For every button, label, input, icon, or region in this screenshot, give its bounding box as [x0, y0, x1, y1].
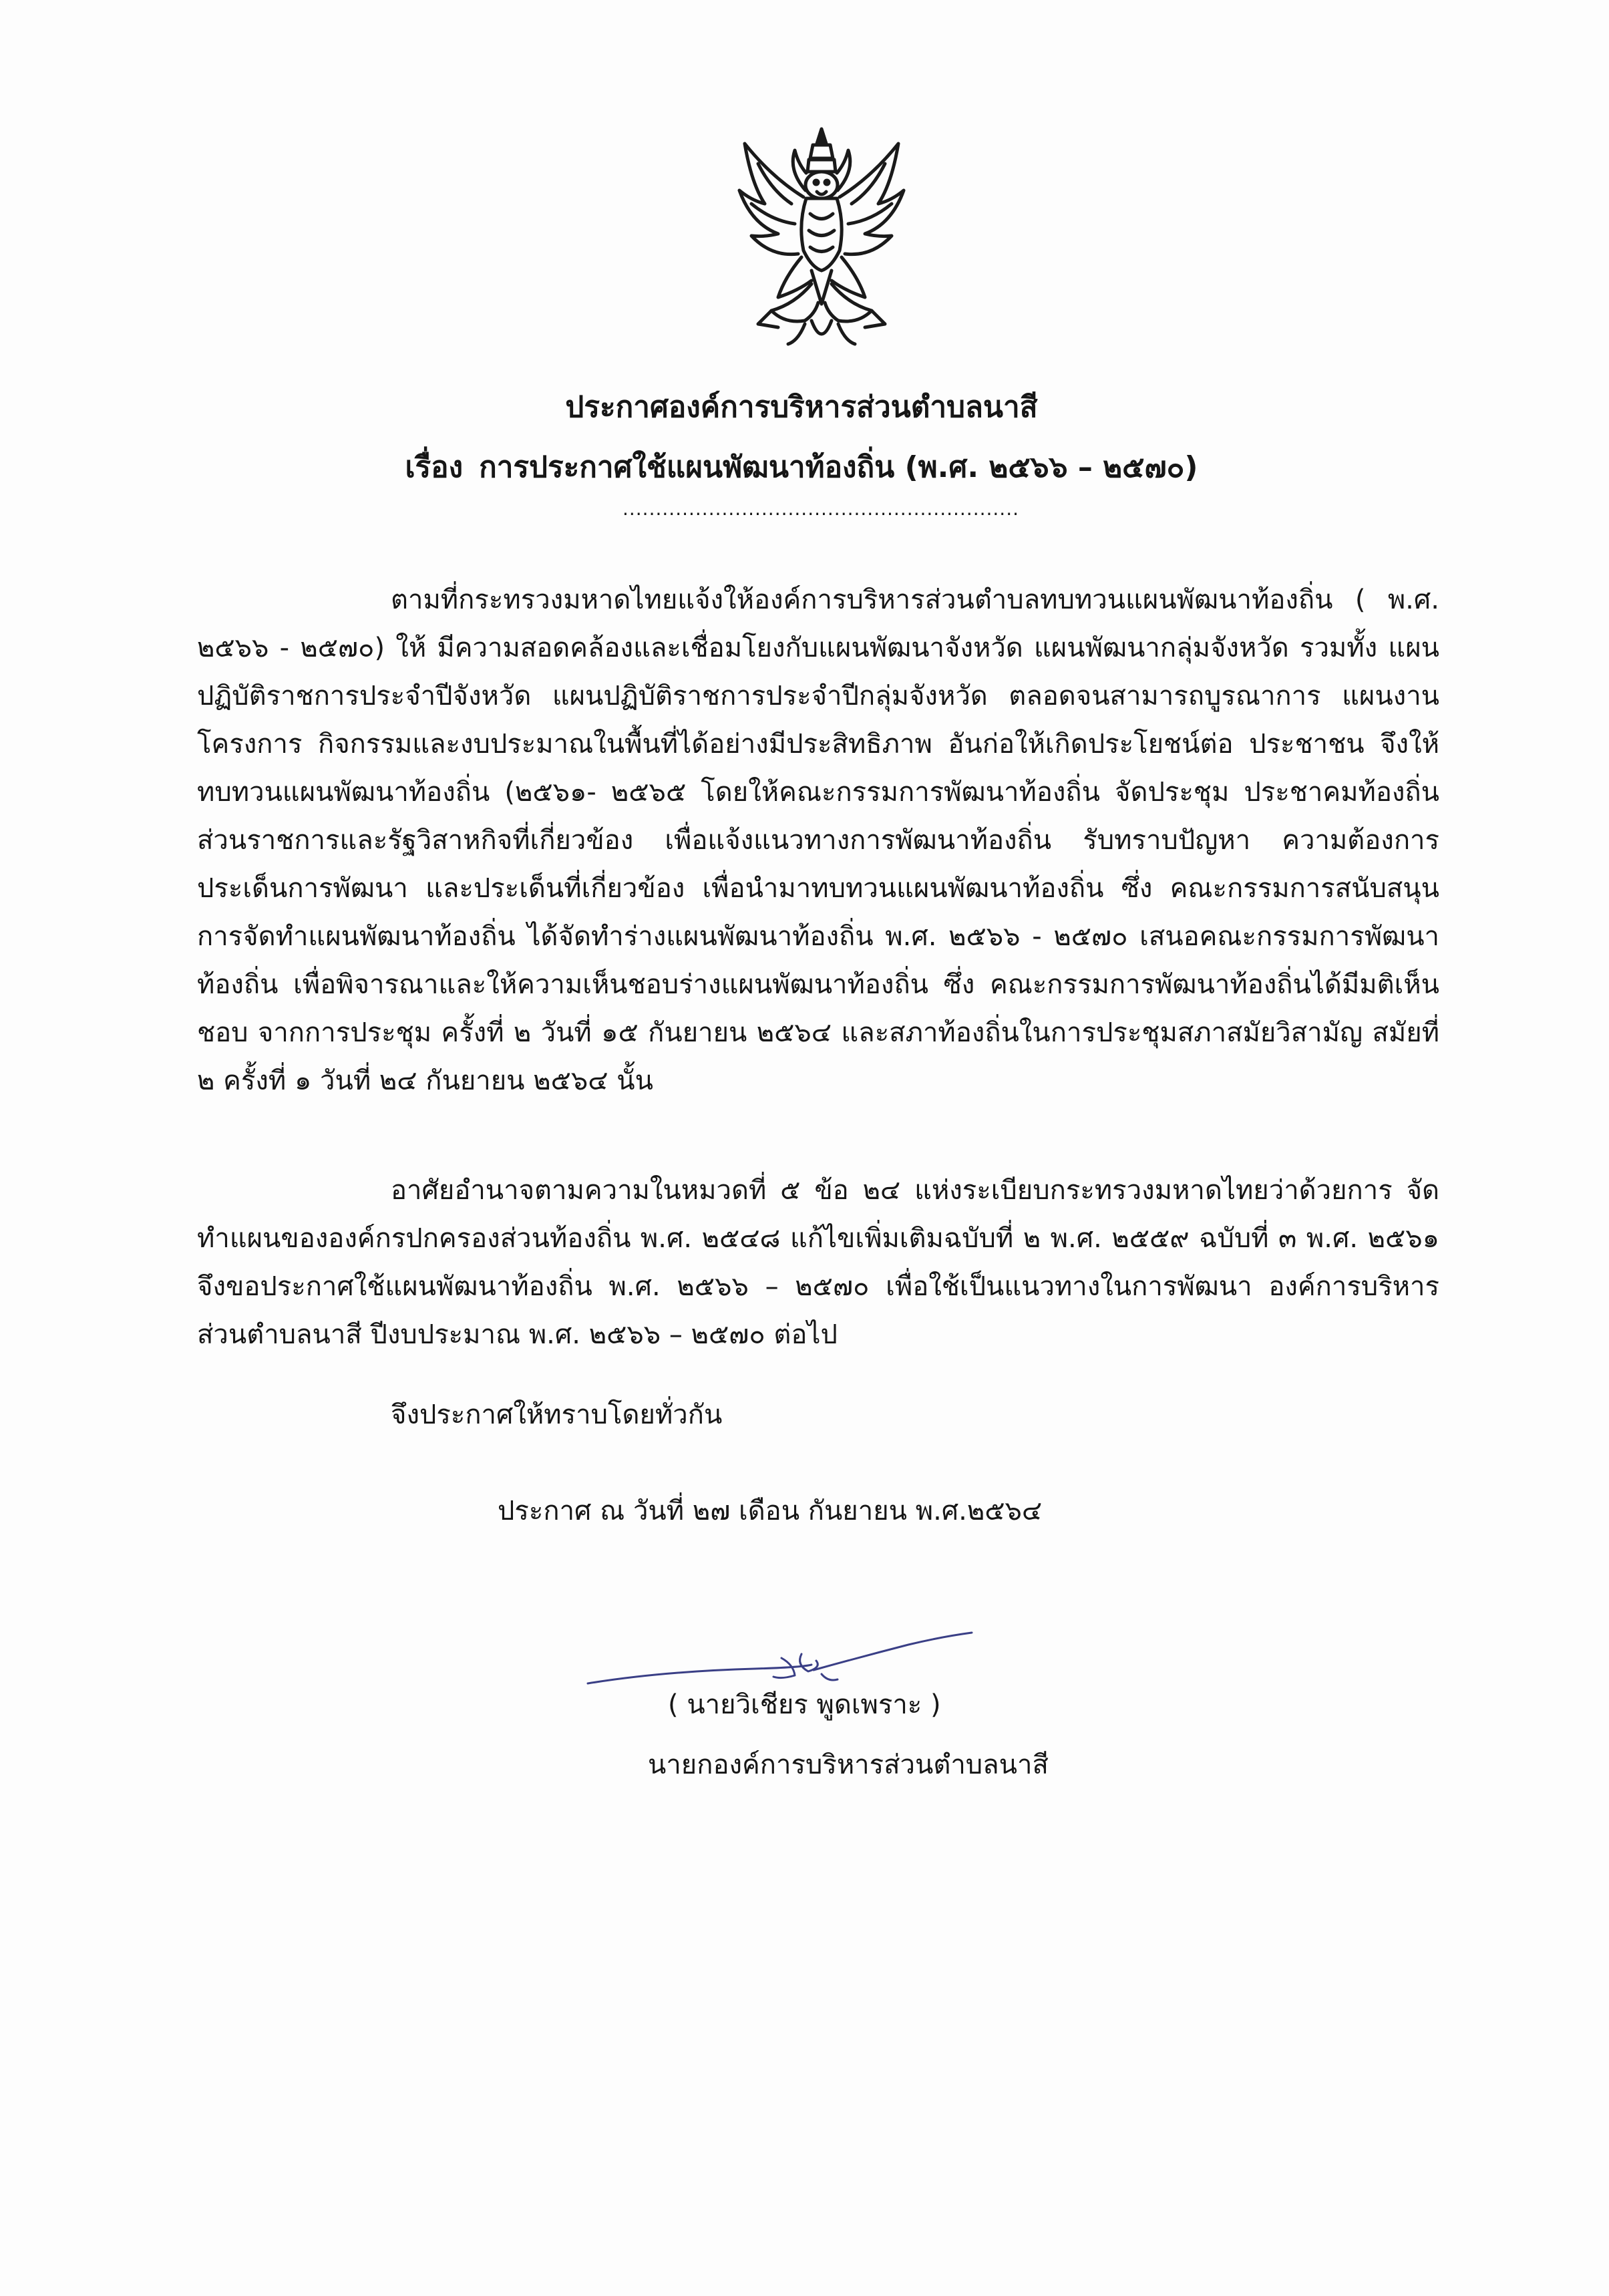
dotted-separator: ............................................................	[622, 498, 1020, 520]
signer-name: ( นายวิเชียร พูดเพราะ )	[668, 1689, 941, 1720]
subject-text: การประกาศใช้แผนพัฒนาท้องถิ่น (พ.ศ. ๒๕๖๖ – ๒๕๗๐)	[479, 450, 1198, 484]
garuda-emblem-icon	[731, 124, 912, 351]
closing-statement: จึงประกาศให้ทราบโดยทั่วกัน	[391, 1400, 723, 1430]
announcement-title: ประกาศองค์การบริหารส่วนตำบลนาสี	[565, 390, 1038, 424]
subject-label: เรื่อง	[405, 450, 464, 484]
announcement-subject	[200, 448, 1403, 488]
body-paragraph-1: ตามที่กระทรวงมหาดไทยแจ้งให้องค์การบริหารส่วนตำบลทบทวนแผนพัฒนาท้องถิ่น ( พ.ศ. ๒๕๖๖ - ๒๕๗๐) ให้ มีความสอดคล้องและเชื่อมโยงกับแผนพัฒนาจังหวัด แผนพัฒนากลุ่มจังหวัด รวมทั้ง แผนปฏิบัติราชการประจำปีจังหวัด แผนปฏิบัติราชการประจำปีกลุ่มจังหวัด ตลอดจนสามารถบูรณาการ แผนงาน โครงการ กิจกรรมและงบประมาณในพื้นที่ได้อย่างมีประสิทธิภาพ อันก่อให้เกิดประโยชน์ต่อ ประชาชน จึงให้ทบทวนแผนพัฒนาท้องถิ่น (๒๕๖๑- ๒๕๖๕ โดยให้คณะกรรมการพัฒนาท้องถิ่น จัดประชุม ประชาคมท้องถิ่น ส่วนราชการและรัฐวิสาหกิจที่เกี่ยวข้อง เพื่อแจ้งแนวทางการพัฒนาท้องถิ่น รับทราบปัญหา ความต้องการ ประเด็นการพัฒนา และประเด็นที่เกี่ยวข้อง เพื่อนำมาทบทวนแผนพัฒนาท้องถิ่น ซึ่ง คณะกรรมการสนับสนุนการจัดทำแผนพัฒนาท้องถิ่น ได้จัดทำร่างแผนพัฒนาท้องถิ่น พ.ศ. ๒๕๖๖ - ๒๕๗๐ เสนอคณะกรรมการพัฒนาท้องถิ่น เพื่อพิจารณาและให้ความเห็นชอบร่างแผนพัฒนาท้องถิ่น ซึ่ง คณะกรรมการพัฒนาท้องถิ่นได้มีมติเห็นชอบ จากการประชุม ครั้งที่ ๒ วันที่ ๑๕ กันยายน ๒๕๖๔ และสภาท้องถิ่นในการประชุมสภาสมัยวิสามัญ สมัยที่ ๒ ครั้งที่ ๑ วันที่ ๒๔ กันยายน ๒๕๖๔ นั้น	[197, 585, 1439, 1096]
signer-position: นายกองค์การบริหารส่วนตำบลนาสี	[648, 1750, 1049, 1780]
body-paragraph-2: อาศัยอำนาจตามความในหมวดที่ ๕ ข้อ ๒๔ แห่งระเบียบกระทรวงมหาดไทยว่าด้วยการ จัดทำแผนขององค์กรปกครองส่วนท้องถิ่น พ.ศ. ๒๕๔๘ แก้ไขเพิ่มเติมฉบับที่ ๒ พ.ศ. ๒๕๕๙ ฉบับที่ ๓ พ.ศ. ๒๕๖๑ จึงขอประกาศใช้แผนพัฒนาท้องถิ่น พ.ศ. ๒๕๖๖ – ๒๕๗๐ เพื่อใช้เป็นแนวทางในการพัฒนา องค์การบริหารส่วนตำบลนาสี ปีงบประมาณ พ.ศ. ๒๕๖๖ – ๒๕๗๐ ต่อไป	[197, 1175, 1439, 1350]
announcement-date: ประกาศ ณ วันที่ ๒๗ เดือน กันยายน พ.ศ.๒๕๖๔	[498, 1496, 1043, 1526]
